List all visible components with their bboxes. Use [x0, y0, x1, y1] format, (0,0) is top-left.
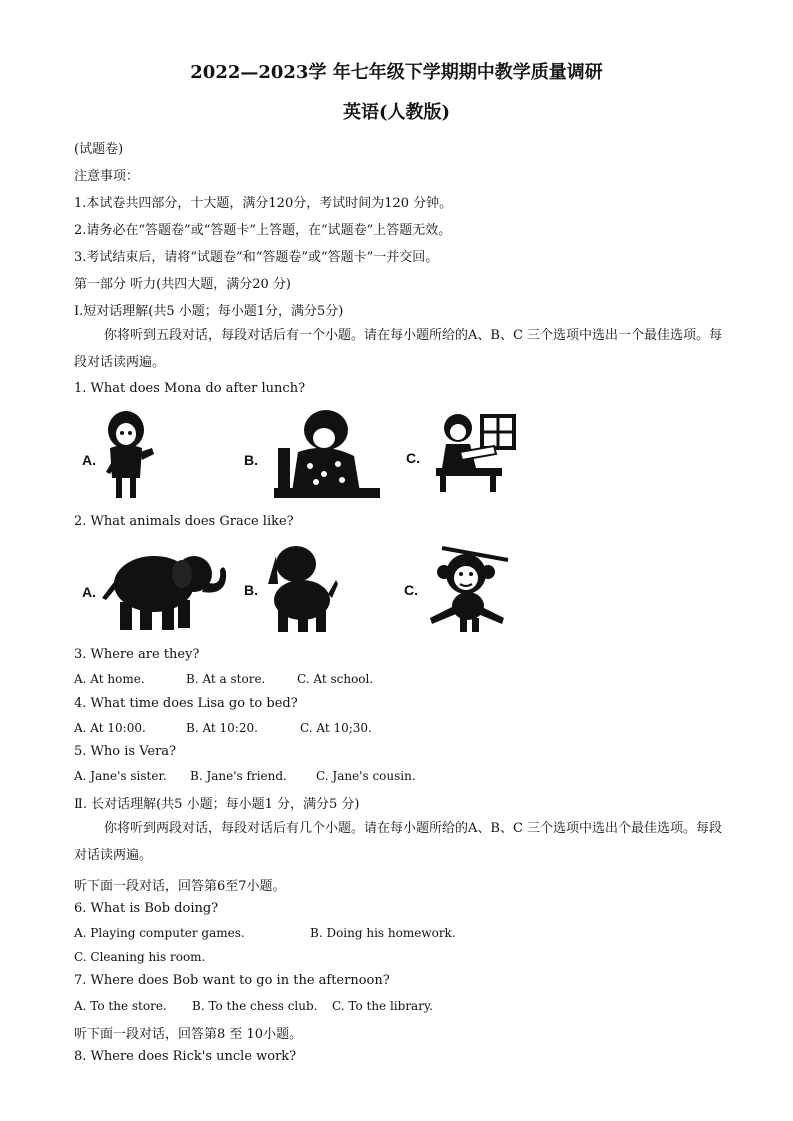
- question-1: 1. What does Mona do after lunch?: [74, 381, 306, 396]
- q7-option-a: A. To the store.: [74, 999, 167, 1013]
- elephant-icon: [98, 544, 228, 634]
- q2-option-a-label: A.: [82, 584, 96, 600]
- note-2: 2.请务必在“答题卷”或“答题卡”上答题，在“试题卷”上答题无效。: [74, 223, 452, 238]
- dog-icon: [262, 544, 338, 634]
- dialogue-2-intro: 听下面一段对话，回答第8 至 10小题。: [74, 1027, 303, 1042]
- exam-title: 2022—2023学 年七年级下学期期中教学质量调研: [190, 62, 603, 83]
- exam-subtitle: 英语(人教版): [342, 102, 451, 123]
- q5-option-a: A. Jane's sister.: [74, 769, 167, 783]
- q7-option-c: C. To the library.: [332, 999, 433, 1013]
- question-8: 8. Where does Rick's uncle work?: [74, 1049, 297, 1064]
- q5-option-b: B. Jane's friend.: [190, 769, 287, 783]
- q2-option-b-label: B.: [244, 582, 258, 598]
- question-2: 2. What animals does Grace like?: [74, 514, 294, 529]
- q1-option-c-label: C.: [406, 450, 420, 466]
- monkey-icon: [422, 542, 514, 634]
- part-1-heading: 第一部分 听力(共四大题，满分20 分): [74, 277, 291, 292]
- question-5: 5. Who is Vera?: [74, 744, 177, 759]
- note-1: 1.本试卷共四部分，十大题，满分120分，考试时间为120 分钟。: [74, 196, 453, 211]
- q3-option-c: C. At school.: [297, 672, 374, 686]
- girl-reading-icon: [432, 410, 518, 496]
- q4-option-b: B. At 10:20.: [186, 721, 258, 735]
- q2-option-c-label: C.: [404, 582, 418, 598]
- q6-option-a: A. Playing computer games.: [74, 926, 245, 940]
- q6-option-b: B. Doing his homework.: [310, 926, 456, 940]
- q5-option-c: C. Jane's cousin.: [316, 769, 416, 783]
- question-3: 3. Where are they?: [74, 647, 200, 662]
- girl-standing-icon: [96, 408, 160, 502]
- q4-option-a: A. At 10:00.: [74, 721, 146, 735]
- section-1-instruction: 你将听到五段对话，每段对话后有一个小题。请在每小题所给的A、B、C 三个选项中选出一个最佳选项。每段对话读两遍。: [74, 328, 723, 370]
- dialogue-1-intro: 听下面一段对话，回答第6至7小题。: [74, 879, 286, 894]
- question-7: 7. Where does Bob want to go in the afternoon?: [74, 973, 390, 988]
- question-6: 6. What is Bob doing?: [74, 901, 219, 916]
- q4-option-c: C. At 10;30.: [300, 721, 372, 735]
- section-2-instruction: 你将听到两段对话，每段对话后有几个小题。请在每小题所给的A、B、C 三个选项中选出个最佳选项。每段对话读两遍。: [74, 821, 723, 863]
- q7-option-b: B. To the chess club.: [192, 999, 318, 1013]
- q3-option-b: B. At a store.: [186, 672, 266, 686]
- girl-sleeping-icon: [268, 408, 382, 502]
- q3-option-a: A. At home.: [74, 672, 145, 686]
- q6-option-c: C. Cleaning his room.: [74, 950, 206, 964]
- section-2-heading: Ⅱ. 长对话理解(共5 小题；每小题1 分，满分5 分): [74, 797, 360, 812]
- section-1-heading: Ⅰ.短对话理解(共5 小题；每小题1分，满分5分): [74, 304, 344, 319]
- question-4: 4. What time does Lisa go to bed?: [74, 696, 298, 711]
- note-3: 3.考试结束后，请将“试题卷”和“答题卷”或“答题卡”一并交回。: [74, 250, 439, 265]
- q1-option-a-label: A.: [82, 452, 96, 468]
- q1-option-b-label: B.: [244, 452, 258, 468]
- notes-heading: 注意事项：: [74, 169, 140, 184]
- paper-type: (试题卷): [74, 142, 124, 157]
